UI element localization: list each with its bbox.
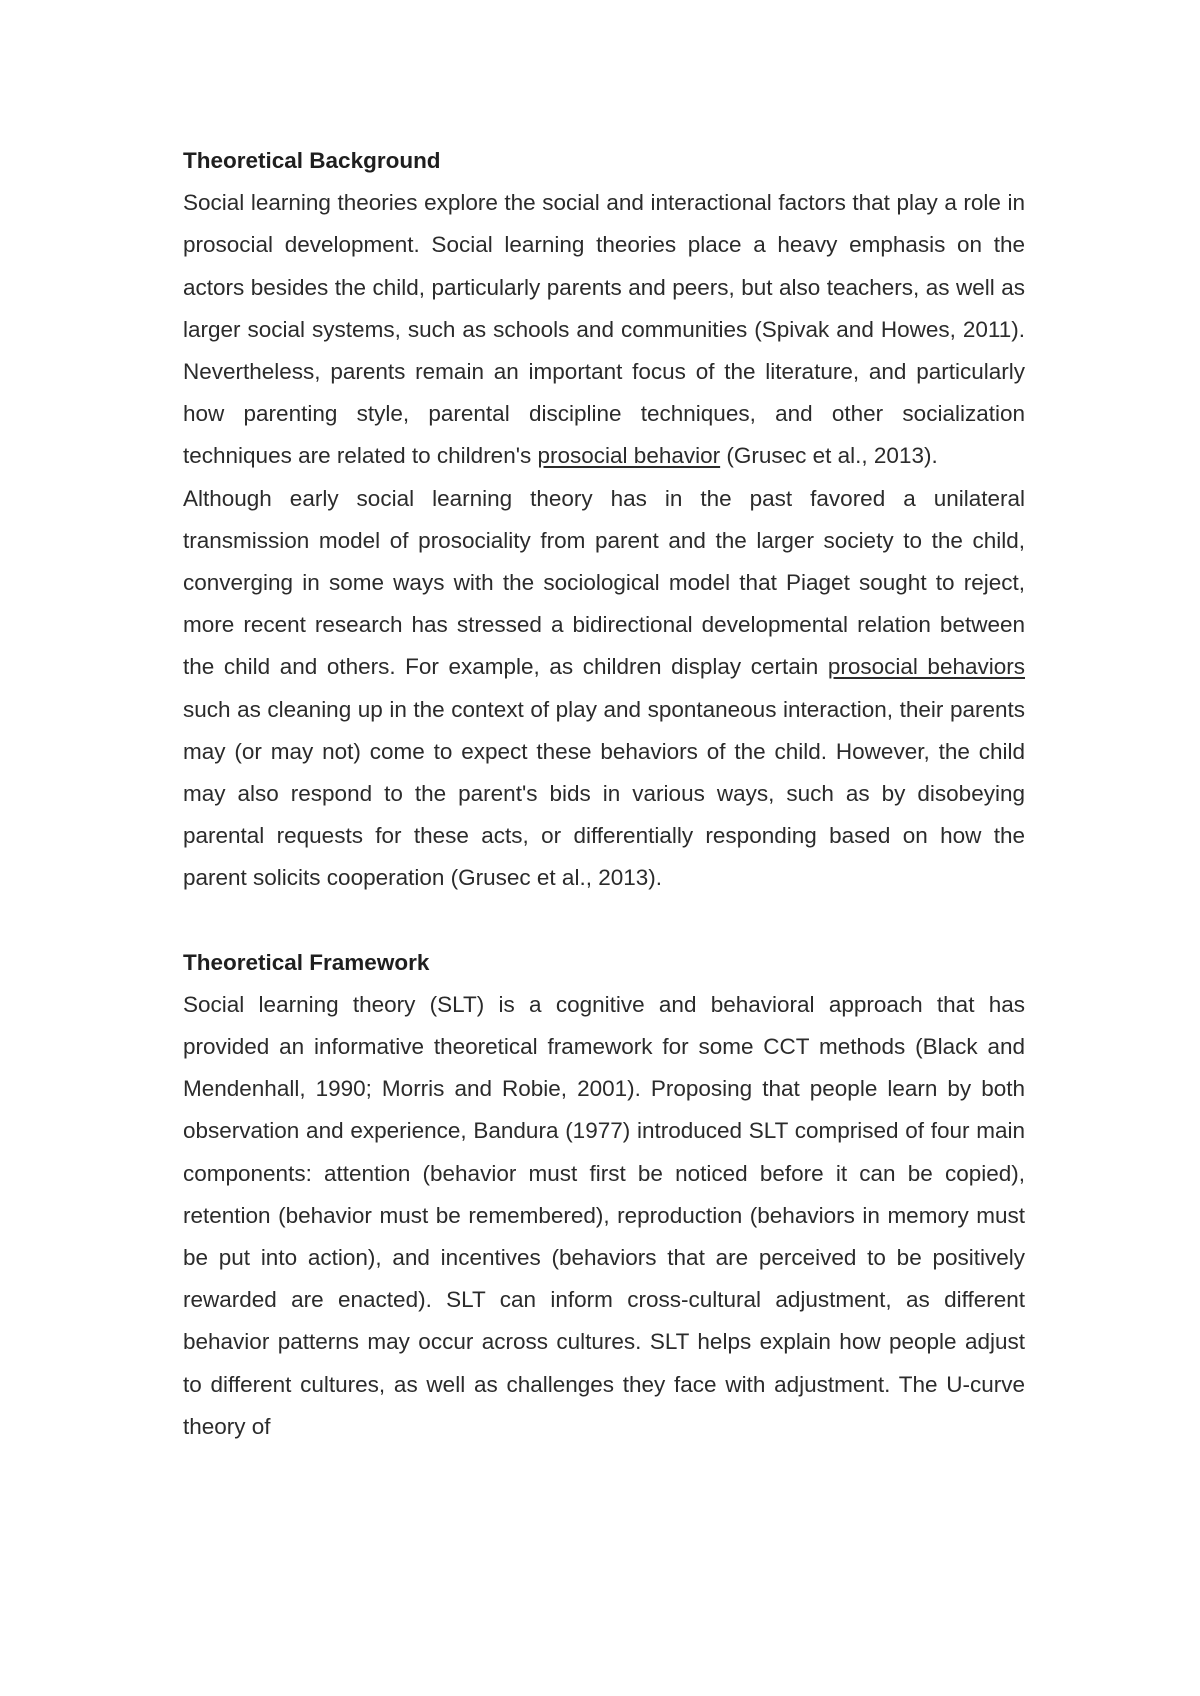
prosocial-behaviors-link[interactable]: prosocial behaviors: [827, 654, 1025, 680]
paragraph-slt: Social learning theory (SLT) is a cognitive and behavioral approach that has provided an informative theoretical framework for some CCT methods (Black and Mendenhall, 1990; Morris and Robie, 2001). Proposing that people learn by both observation and experience, Bandura (1977) introduced SLT comprised of four main components: attention (behavior must first be noticed before it can be copied), retention (behavior must be remembered), reproduction (behaviors in memory must be put into action), and incentives (behaviors that are perceived to be positively rewarded are enacted). SLT can inform cross-cultural adjustment, as different behavior patterns may occur across cultures. SLT helps explain how people adjust to different cultures, as well as challenges they face with adjustment. The U-curve theory of: [183, 991, 1025, 1439]
prosocial-behavior-link[interactable]: prosocial behavior: [537, 443, 721, 469]
paragraph-bidirectional: [183, 478, 1025, 900]
paragraph-text: Social learning theories explore the social and interactional factors that play a role in prosocial development. Social learning theories place a heavy emphasis on the actors besides the child, particularly parents and peers, but also teachers, as well as larger social systems, such as schools and communities (Spivak and Howes, 2011). Nevertheless, parents remain an important focus of the literature, and particularly how parenting style, parental discipline techniques, and other socialization techniques are related to children's: [183, 190, 1025, 469]
section-heading-framework: Theoretical Framework: [183, 949, 430, 975]
section-heading-background: Theoretical Background: [183, 148, 441, 173]
paragraph-text: (Grusec et al., 2013).: [720, 443, 938, 469]
paragraph-text: such as cleaning up in the context of play and spontaneous interaction, their parents may (or may not) come to expect these behaviors of the child. However, the child may also respond to the parent's bids in various ways, such as by disobeying parental requests for these acts, or differentially responding based on how the parent solicits cooperation (Grusec et al., 2013).: [183, 696, 1025, 891]
paragraph-text: Although early social learning theory has in the past favored a unilateral transmission model of prosociality from parent and the larger society to the child, converging in some ways with the sociological model that Piaget sought to reject, more recent research has stressed a bidirectional developmental relation between the child and others. For example, as children display certain: [183, 485, 1025, 680]
document-page: [183, 140, 1025, 1448]
section-spacer: [183, 900, 1025, 942]
paragraph-social-learning: [183, 182, 1025, 477]
